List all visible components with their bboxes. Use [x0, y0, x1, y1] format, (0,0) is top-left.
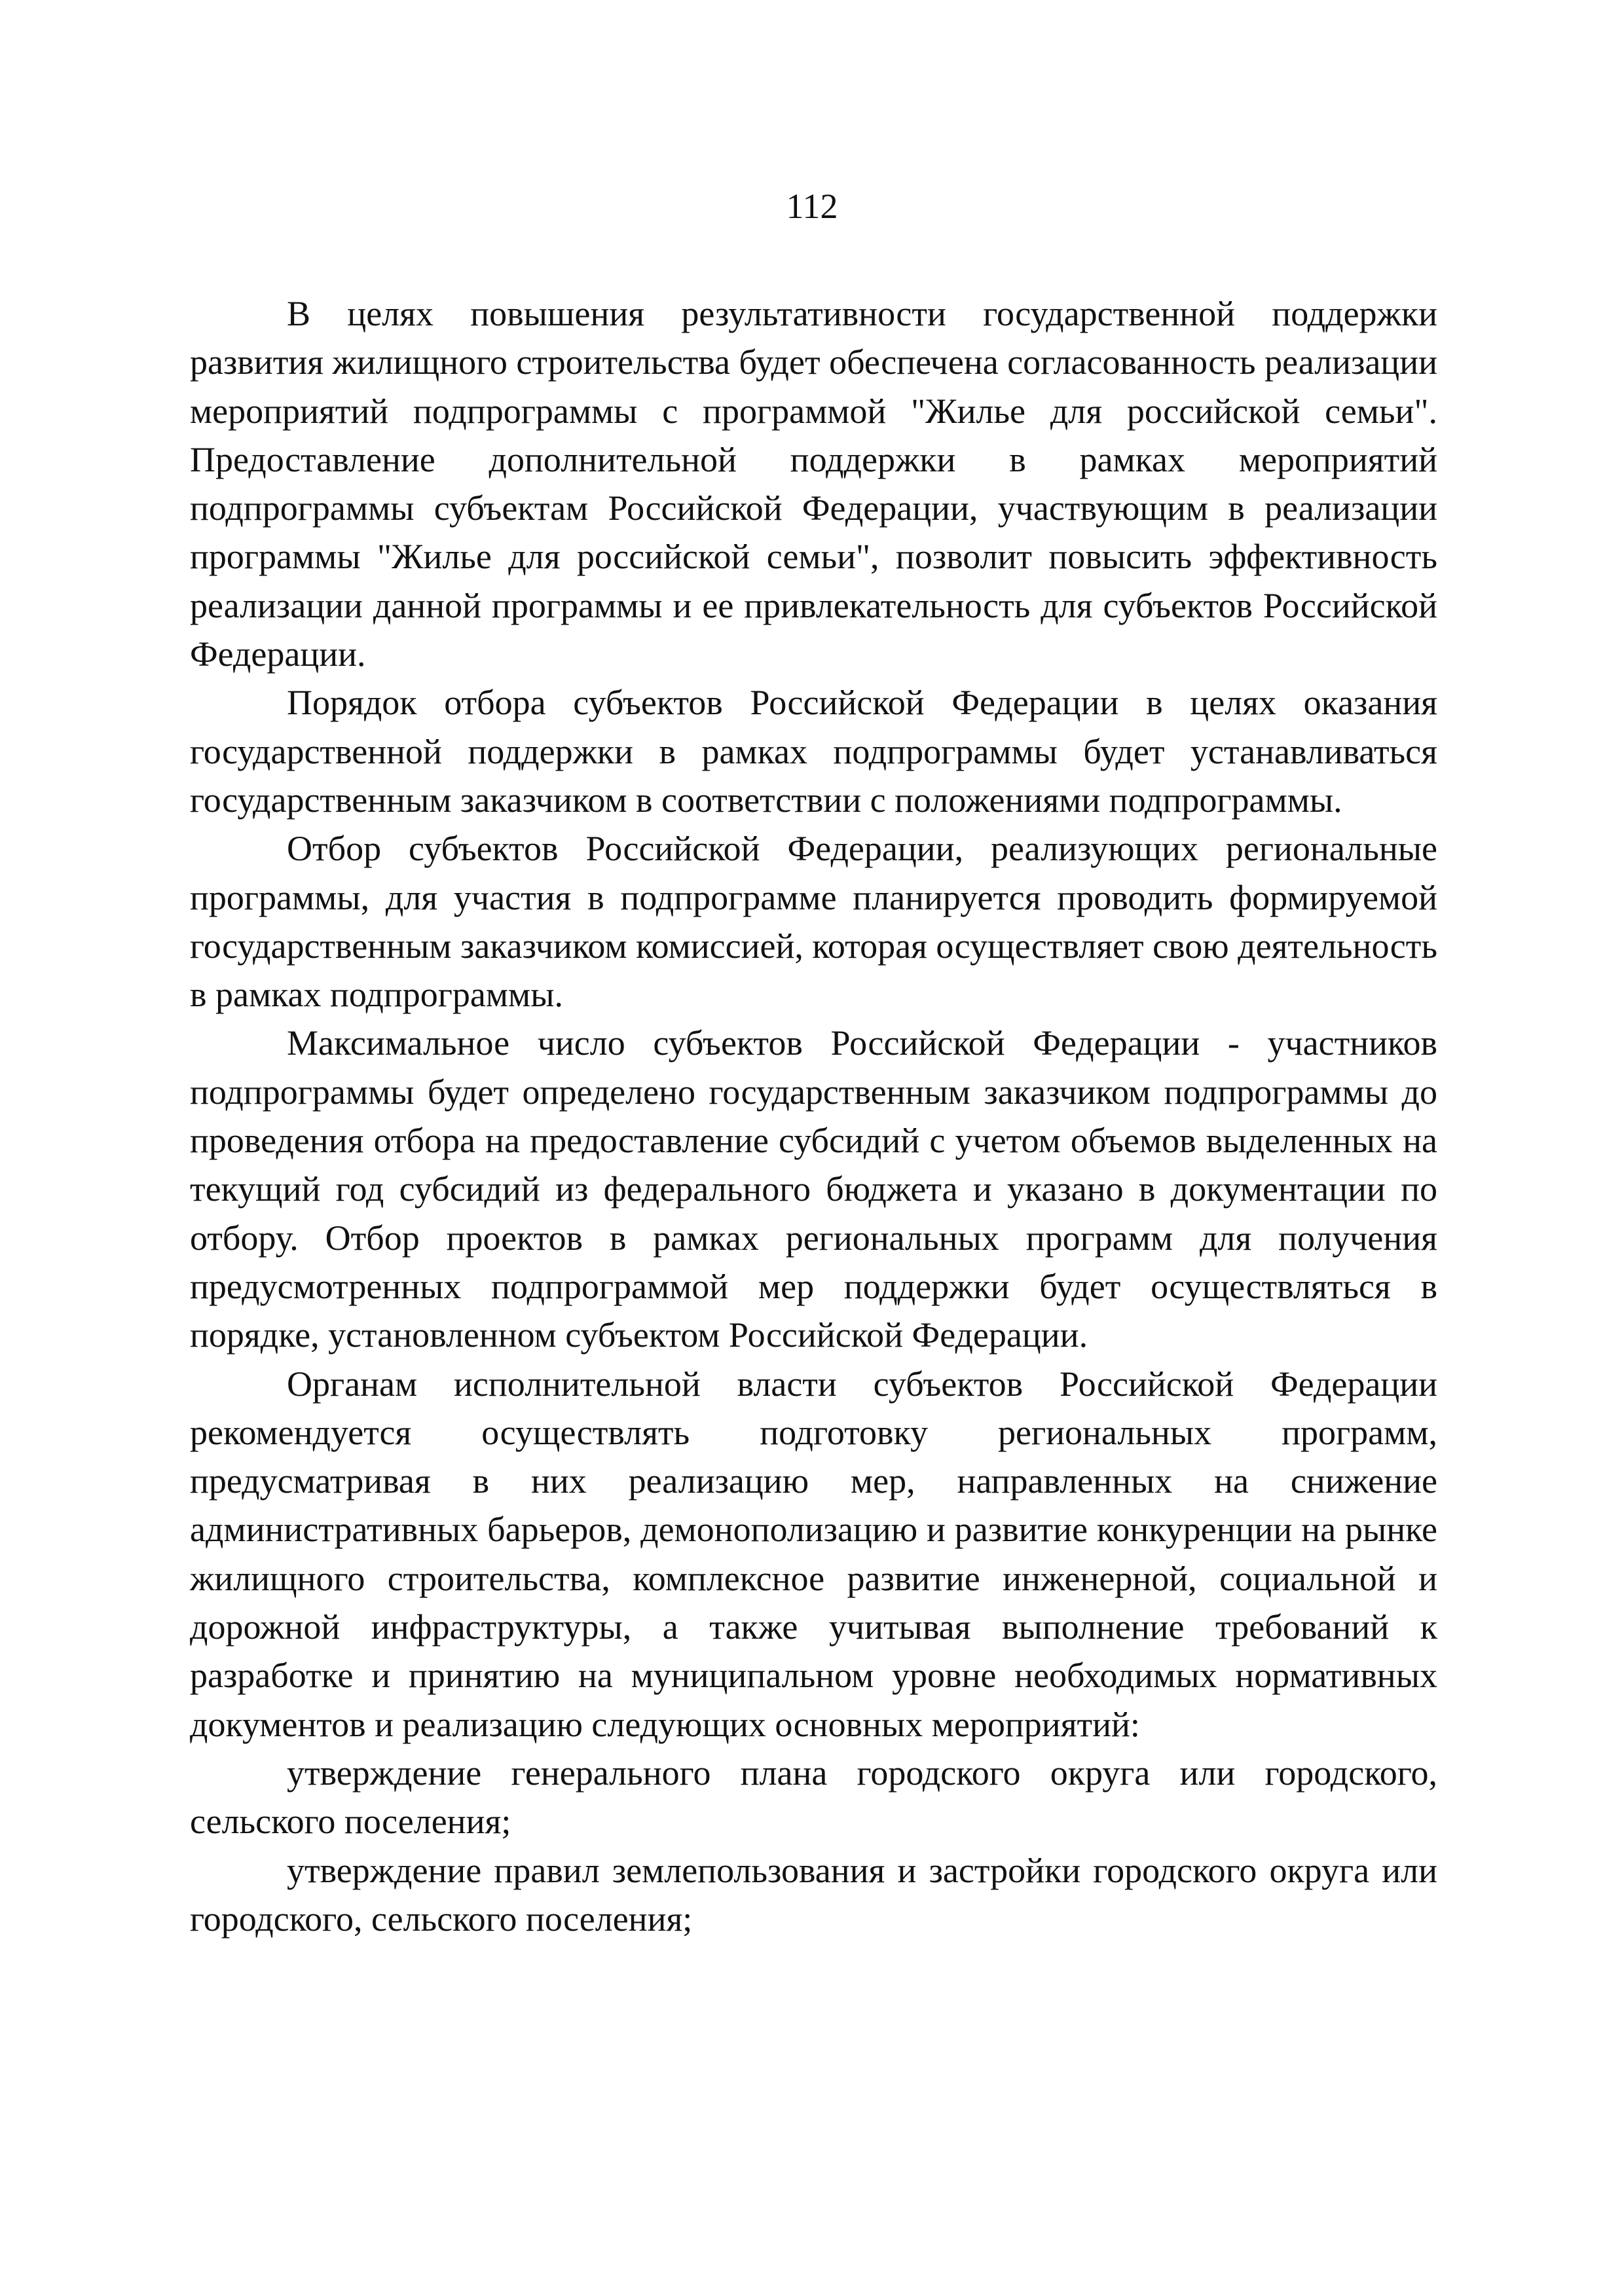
paragraph-selection-procedure: Порядок отбора субъектов Российской Федерации в целях оказания государственной поддержки в рамках подпрограммы будет устанавливаться государственным заказчиком в соответствии с положениями подпрограммы.: [190, 683, 1437, 820]
paragraph-land-use-rules: утверждение правил землепользования и застройки городского округа или городского, сельского поселения;: [190, 1850, 1437, 1939]
paragraph-selection-commission: Отбор субъектов Российской Федерации, реализующих региональные программы, для участия в подпрограмме планируется проводить формируемой государственным заказчиком комиссией, которая осуществляет свою деятельность в рамках подпрограммы.: [190, 829, 1437, 1015]
paragraph-max-participants: Максимальное число субъектов Российской Федерации - участников подпрограммы будет определено государственным заказчиком подпрограммы до проведения отбора на предоставление субсидий с учетом объемов выделенных на текущий год субсидий из федерального бюджета и указано в документации по отбору. Отбор проектов в рамках региональных программ для получения предусмотренных подпрограммой мер поддержки будет осуществляться в порядке, установленном субъектом Российской Федерации.: [190, 1023, 1437, 1355]
paragraph-coordination: В целях повышения результативности государственной поддержки развития жилищного строительства будет обеспечена согласованность реализации мероприятий подпрограммы с программой "Жилье для российской семьи". Предоставление дополнительной поддержки в рамках мероприятий подпрограммы субъектам Российской Федерации, участвующим в реализации программы "Жилье для российской семьи", позволит повысить эффективность реализации данной программы и ее привлекательность для субъектов Российской Федерации.: [190, 294, 1437, 674]
paragraph-general-plan: утверждение генерального плана городского округа или городского, сельского поселения;: [190, 1753, 1437, 1842]
paragraph-regional-programs: Органам исполнительной власти субъектов Российской Федерации рекомендуется осуществлять подготовку региональных программ, предусматривая в них реализацию мер, направленных на снижение административных барьеров, демонополизацию и развитие конкуренции на рынке жилищного строительства, комплексное развитие инженерной, социальной и дорожной инфраструктуры, а также учитывая выполнение требований к разработке и принятию на муниципальном уровне необходимых нормативных документов и реализацию следующих основных мероприятий:: [190, 1364, 1437, 1744]
page-number: 112: [786, 187, 838, 226]
document-body: [190, 289, 1437, 1943]
